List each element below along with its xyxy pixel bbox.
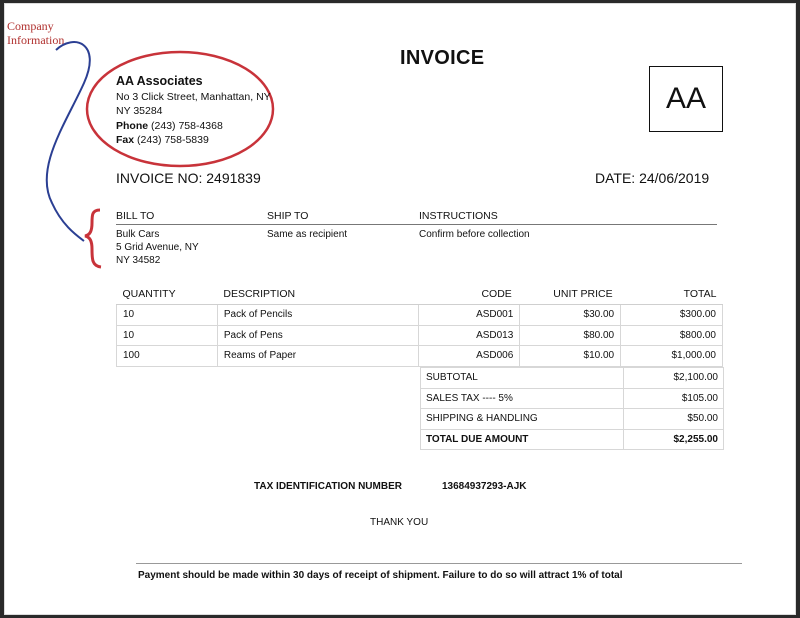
thank-you-text: THANK YOU <box>370 517 429 528</box>
shipping-row: SHIPPING & HANDLING $50.00 <box>421 409 724 430</box>
payment-terms: Payment should be made within 30 days of receipt of shipment. Failure to do so will attract 1% of total <box>138 570 623 581</box>
table-row: 10 Pack of Pencils ASD001 $30.00 $300.00 <box>117 305 723 326</box>
party-divider <box>116 224 717 225</box>
invoice-page <box>4 3 796 615</box>
company-name: AA Associates <box>116 74 203 88</box>
subtotal-row: SUBTOTAL $2,100.00 <box>421 368 724 389</box>
company-phone: Phone (243) 758-4368 <box>116 119 223 132</box>
col-total: TOTAL <box>621 284 723 305</box>
tax-id-value: 13684937293-AJK <box>442 481 527 492</box>
ship-to-label: SHIP TO <box>267 210 309 222</box>
col-description: DESCRIPTION <box>217 284 419 305</box>
company-address-line1: No 3 Click Street, Manhattan, NY <box>116 90 271 103</box>
annotation-arrow <box>47 42 90 241</box>
instructions-label: INSTRUCTIONS <box>419 210 498 222</box>
col-code: CODE <box>419 284 520 305</box>
invoice-title: INVOICE <box>400 47 485 69</box>
bill-to-address: Bulk Cars 5 Grid Avenue, NY NY 34582 <box>116 229 199 266</box>
company-info <box>116 74 271 148</box>
footer-divider <box>136 563 742 564</box>
ship-to-value: Same as recipient <box>267 229 348 240</box>
line-items-table <box>116 284 723 367</box>
tax-id-label: TAX IDENTIFICATION NUMBER <box>254 481 402 492</box>
col-unit-price: UNIT PRICE <box>520 284 621 305</box>
company-address-line2: NY 35284 <box>116 105 163 117</box>
totals-table <box>420 367 724 450</box>
invoice-number: INVOICE NO: 2491839 <box>116 170 261 186</box>
table-row: 100 Reams of Paper ASD006 $10.00 $1,000.00 <box>117 346 723 367</box>
company-logo: AA <box>649 66 723 132</box>
annotation-label: Company Information <box>7 19 65 47</box>
invoice-date: DATE: 24/06/2019 <box>595 170 710 186</box>
col-quantity: QUANTITY <box>117 284 218 305</box>
table-header-row <box>117 284 723 305</box>
table-row: 10 Pack of Pens ASD013 $80.00 $800.00 <box>117 325 723 346</box>
bill-to-brace <box>85 210 101 267</box>
total-due-row: TOTAL DUE AMOUNT $2,255.00 <box>421 429 724 450</box>
sales-tax-row: SALES TAX ---- 5% $105.00 <box>421 388 724 409</box>
instructions-value: Confirm before collection <box>419 229 530 240</box>
company-fax: Fax (243) 758-5839 <box>116 134 209 146</box>
bill-to-label: BILL TO <box>116 210 155 222</box>
